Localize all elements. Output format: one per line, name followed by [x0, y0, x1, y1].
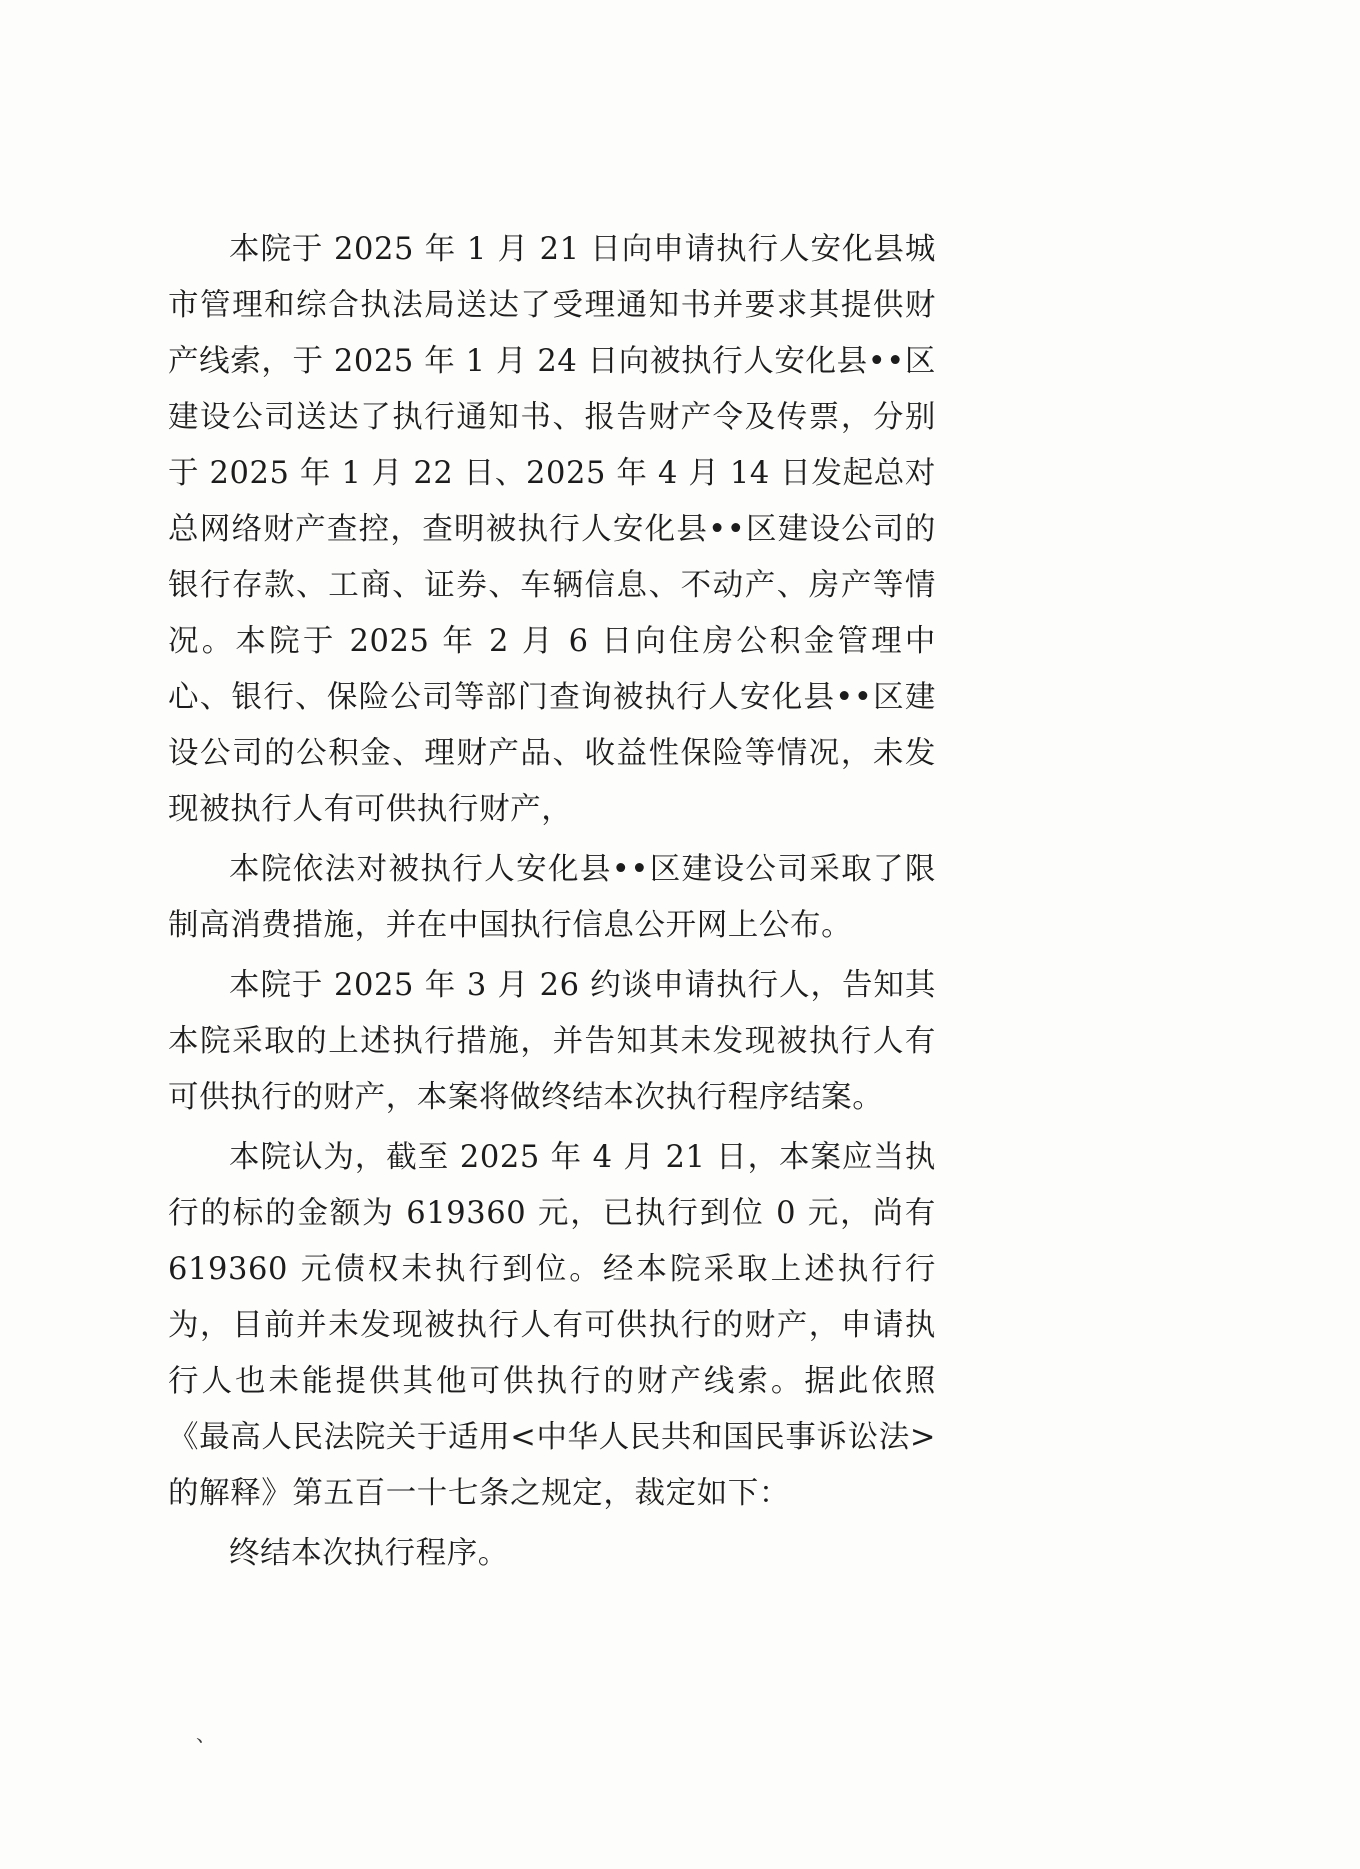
paragraph-2: 本院依法对被执行人安化县••区建设公司采取了限制高消费措施，并在中国执行信息公开网上公布。 [168, 852, 936, 943]
document-body [168, 222, 936, 1586]
paragraph-5: 终结本次执行程序。 [229, 1536, 509, 1571]
paragraph-1: 本院于 2025 年 1 月 21 日向申请执行人安化县城市管理和综合执法局送达了受理通知书并要求其提供财产线索，于 2025 年 1 月 24 日向被执行人安化县••区建设公司送达了执行通知书、报告财产令及传票，分别于 2025 年 1 月 22 日、2025 年 4 月 14 日发起总对总网络财产查控，查明被执行人安化县••区建设公司的银行存款、工商、证券、车辆信息、不动产、房产等情况。本院于 2025 年 2 月 6 日向住房公积金管理中心、银行、保险公司等部门查询被执行人安化县••区建设公司的公积金、理财产品、收益性保险等情况，未发现被执行人有可供执行财产， [168, 232, 936, 827]
paragraph-4: 本院认为，截至 2025 年 4 月 21 日，本案应当执行的标的金额为 619360 元，已执行到位 0 元，尚有 619360 元债权未执行到位。经本院采取上述执行行为，目前并未发现被执行人有可供执行的财产，申请执行人也未能提供其他可供执行的财产线索。据此依照《最高人民法院关于适用<中华人民共和国民事诉讼法>的解释》第五百一十七条之规定，裁定如下： [168, 1140, 936, 1511]
footer-mark: 、 [196, 1722, 216, 1746]
paragraph-3: 本院于 2025 年 3 月 26 约谈申请执行人，告知其本院采取的上述执行措施，并告知其未发现被执行人有可供执行的财产，本案将做终结本次执行程序结案。 [168, 968, 936, 1115]
